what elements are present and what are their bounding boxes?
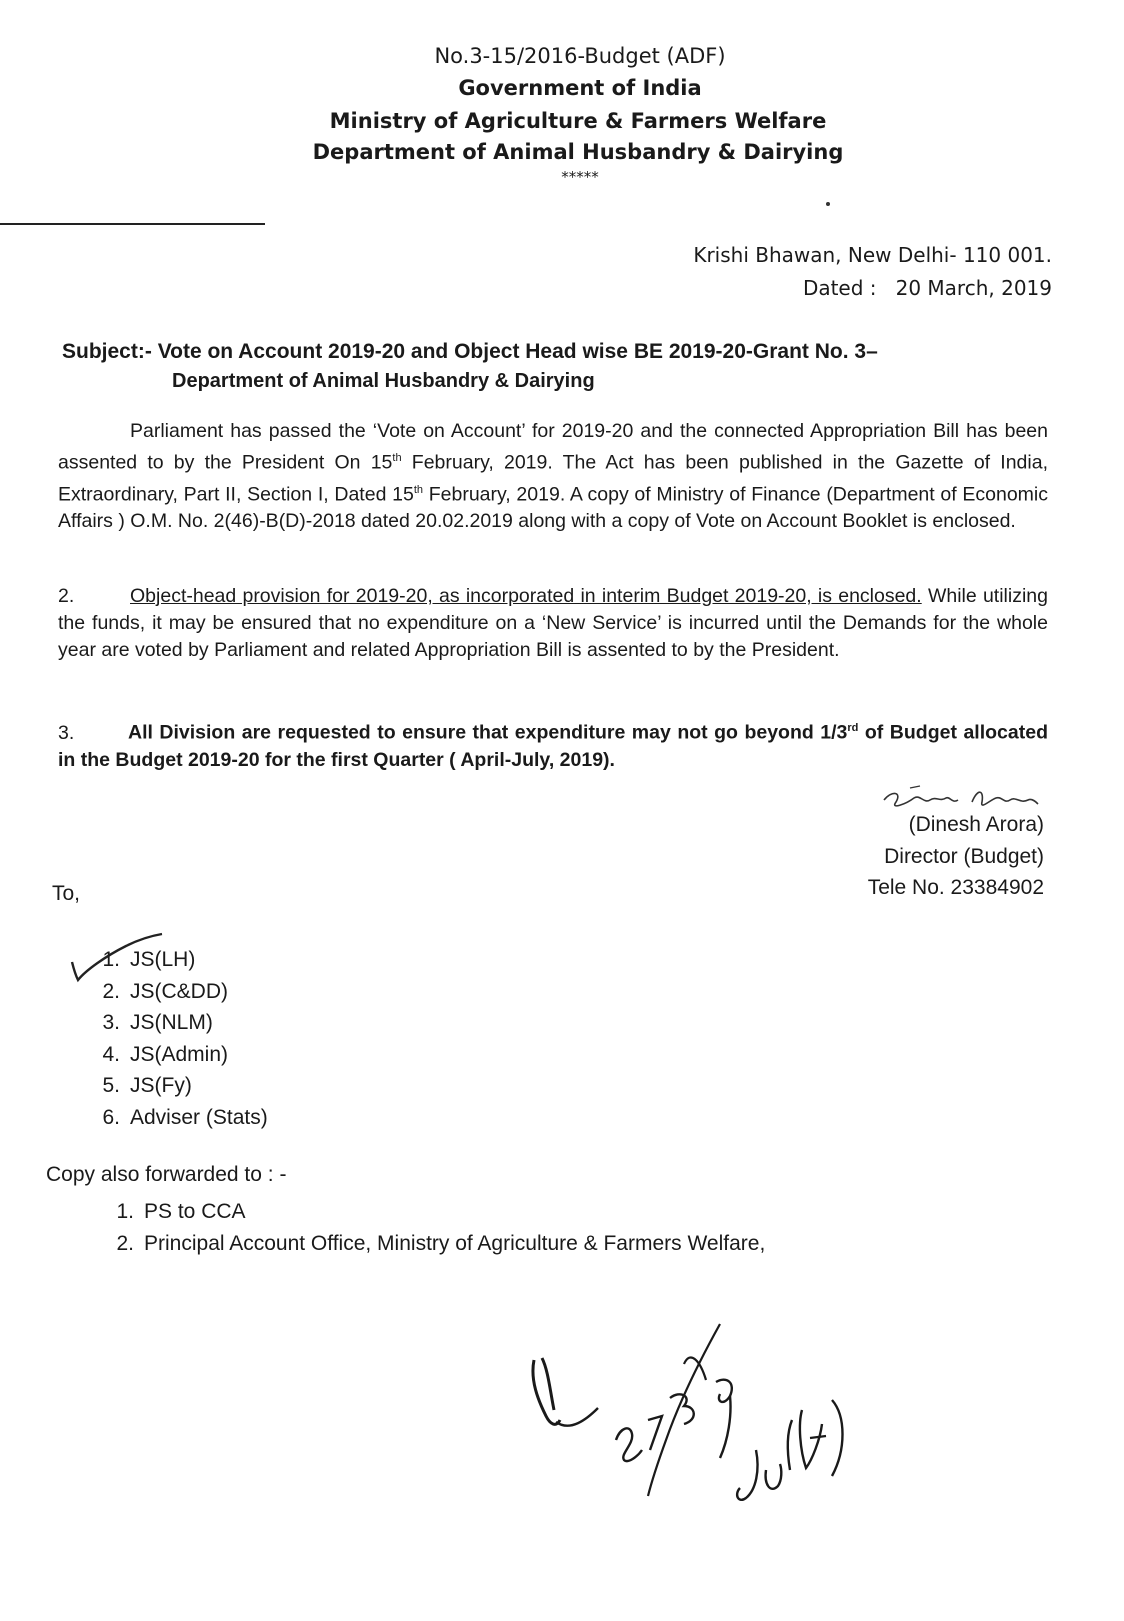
government-line: Government of India (458, 76, 702, 100)
signatory-designation: Director (Budget) (884, 845, 1044, 868)
signatory-name: (Dinesh Arora) (908, 813, 1044, 836)
list-item: 6. Adviser (Stats) (102, 1105, 268, 1129)
paragraph-1 (58, 418, 1048, 535)
para3-sup: rd (847, 722, 859, 734)
paragraph-3 (58, 715, 1048, 774)
office-address: Krishi Bhawan, New Delhi- 110 001. (693, 243, 1052, 267)
list-item: 5. JS(Fy) (102, 1074, 192, 1097)
paragraph-2 (58, 583, 1048, 664)
date-line (803, 276, 1052, 300)
copy-list (100, 1196, 765, 1259)
para2-text: While utilizing the funds, it may be ensured that no expenditure on a ‘New Service’ is incurred until the Demands for the whole year are voted by Parliament and related Appropriation Bill is assented to by the President. (58, 585, 1048, 661)
ministry-line: Ministry of Agriculture & Farmers Welfare (329, 109, 827, 133)
date-label: Dated : (802, 276, 877, 300)
list-item: 3. JS(NLM) (102, 1011, 213, 1034)
para2-underlined: Object-head provision for 2019-20, as incorporated in interim Budget 2019-20, is enclosed. (130, 585, 922, 607)
para1-part-a: Parliament has passed the ‘Vote on Account’ for 2019-20 and the connected Appropriation Bill has been assented to by the President On 15 (58, 420, 1048, 474)
para1-sup-a: th (392, 452, 402, 464)
list-item: 4. JS(Admin) (102, 1042, 229, 1066)
signature-scribble (880, 782, 1040, 816)
stars-divider: ***** (561, 168, 599, 186)
subject-line-1 (62, 340, 1062, 364)
para1-sup-b: th (413, 483, 424, 496)
para2-number: 2. (58, 585, 75, 607)
copy-label: Copy also forwarded to : - (46, 1163, 287, 1186)
list-item: 2. JS(C&DD) (102, 979, 228, 1003)
department-line: Department of Animal Husbandry & Dairying (312, 140, 844, 164)
to-label: To, (52, 882, 81, 905)
para1-part-c: February, 2019. A copy of Ministry of Finance (Department of Economic Affairs ) O.M. No. 2(46)-B(D)-2018 dated 20.02.2019 along with a copy of Vote on Account Booklet is enclosed. (58, 483, 1048, 532)
date-value: 20 March, 2019 (895, 276, 1052, 300)
para3-part-b: of Budget allocated in the Budget 2019-20 for the first Quarter ( April-July, 2019). (58, 721, 1048, 771)
list-item: 1. PS to CCA (116, 1200, 246, 1223)
subject-label: Subject:- (62, 340, 152, 363)
para1-part-b: February, 2019. The Act has been published in the Gazette of India, Extraordinary, Part II, Section I, Dated 15 (58, 451, 1048, 505)
file-number: No.3-15/2016-Budget (ADF) (434, 44, 726, 68)
subject-line-2: Department of Animal Husbandry & Dairying (172, 370, 595, 392)
signatory-tele: Tele No. 23384902 (867, 876, 1044, 899)
handwritten-annotation (520, 1320, 880, 1550)
para3-part-a: All Division are requested to ensure that expenditure may not go beyond 1/3 (128, 721, 848, 744)
list-item: 1. JS(LH) (102, 948, 196, 971)
speck (826, 202, 830, 206)
subject-text: Vote on Account 2019-20 and Object Head wise BE 2019-20-Grant No. 3– (157, 340, 878, 363)
list-item: 2. Principal Account Office, Ministry of Agriculture & Farmers Welfare, (116, 1231, 766, 1255)
horizontal-rule (0, 223, 265, 225)
para3-number: 3. (58, 721, 75, 744)
to-list (86, 944, 268, 1133)
